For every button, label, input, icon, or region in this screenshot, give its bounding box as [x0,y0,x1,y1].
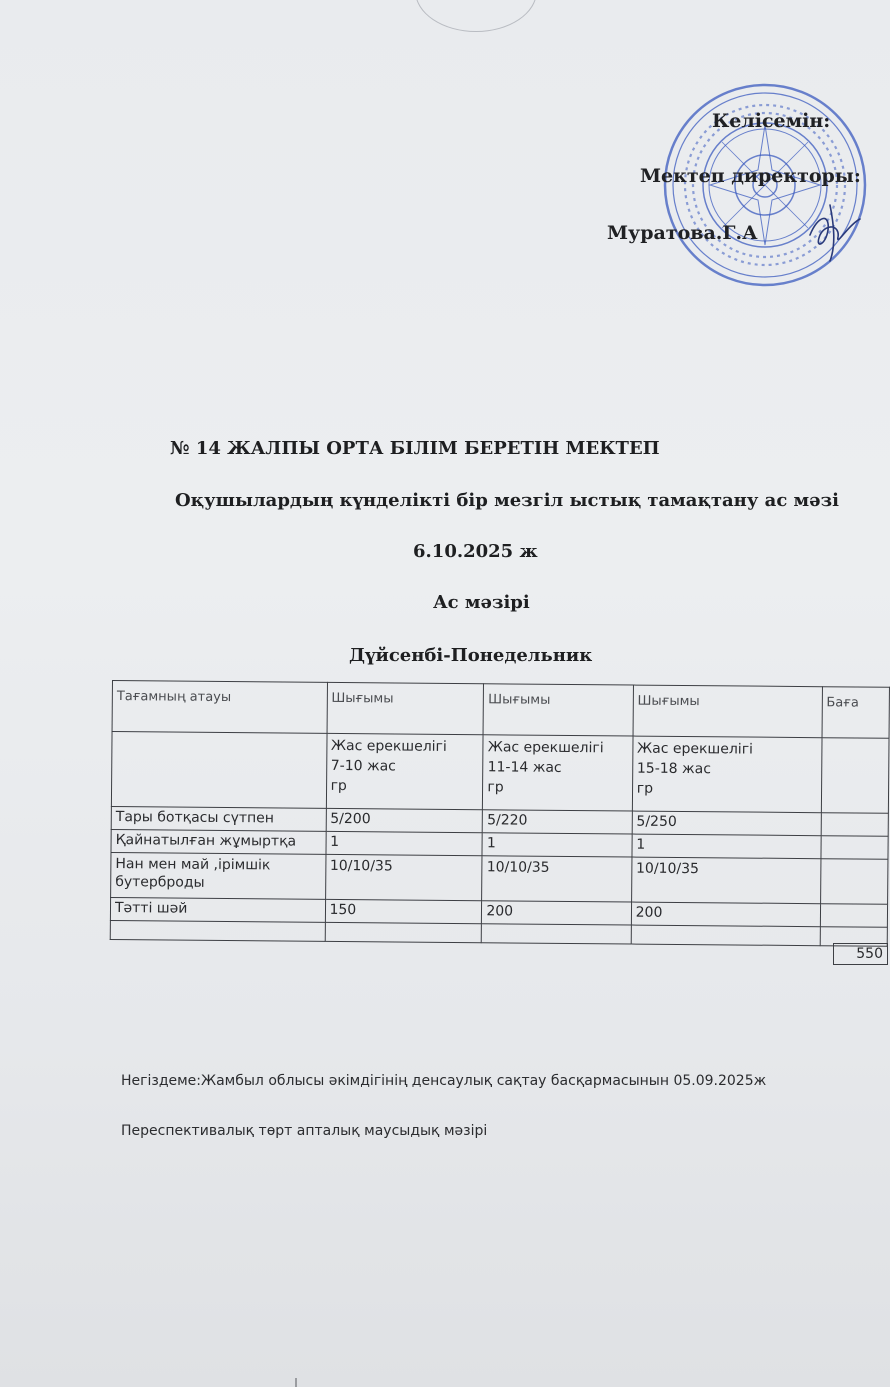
yield-value: 10/10/35 [631,857,820,904]
empty-cell [821,813,889,837]
menu-table [110,680,890,947]
table-row [111,852,888,904]
age-label: Жас ерекшелігі [637,740,754,758]
menu-date: 6.10.2025 ж [413,541,538,562]
basis-note: Негіздеме:Жамбыл облысы әкімдігінің денсаулық сақтау басқармасынын 05.09.2025ж [121,1073,767,1089]
age-group-cell [632,736,822,813]
age-unit: гр [487,779,504,796]
age-group-cell [483,735,633,811]
header-yield-3: Шығымы [633,685,822,738]
age-group-cell [326,733,483,809]
age-group-row [111,732,889,814]
age-unit: гр [330,777,347,795]
empty-cell [820,859,888,905]
age-range: 7-10 жас [330,757,396,775]
yield-value: 150 [325,899,482,923]
menu-title: Ас мәзірі [433,592,530,613]
menu-subtitle: Оқушылардың күнделікті бір мезгіл ыстық тамақтану ас мәзі [175,490,839,511]
day-title: Дүйсенбі-Понедельник [349,645,593,666]
yield-value: 1 [632,834,821,859]
signature [800,195,870,265]
dish-name: Тәтті шәй [110,897,325,922]
dish-name: Тары ботқасы сүтпен [111,806,326,831]
page-mark [295,1378,297,1387]
empty-cell [110,920,325,941]
empty-cell [821,738,889,814]
yield-value: 5/220 [483,810,633,834]
yield-value: 200 [631,902,820,927]
empty-cell [820,904,888,928]
age-label: Жас ерекшелігі [487,739,604,757]
yield-value: 200 [482,901,632,925]
dish-name: Нан мен май ,ірімшік бутерброды [111,852,326,899]
header-yield-2: Шығымы [483,684,633,736]
school-title: № 14 ЖАЛПЫ ОРТА БІЛІМ БЕРЕТІН МЕКТЕП [170,438,660,459]
yield-value: 5/200 [326,808,483,832]
yield-value: 1 [482,833,632,857]
yield-value: 10/10/35 [325,854,482,900]
age-range: 15-18 жас [636,760,712,778]
director-name: Муратова.Г.А [607,222,758,244]
age-unit: гр [636,780,654,797]
approval-label: Келісемін: [712,110,831,132]
director-title: Мектеп директоры: [640,165,861,187]
empty-cell [631,925,820,946]
perspective-note: Переспективалық төрт апталық маусыдық мәзірі [121,1123,488,1139]
dish-name: Қайнатылған жұмыртқа [111,829,326,854]
yield-value: 1 [326,831,483,855]
yield-value: 10/10/35 [482,856,632,902]
header-yield-1: Шығымы [327,682,484,734]
header-price: Баға [822,687,890,739]
yield-value: 5/250 [632,811,821,836]
total-price: 550 [833,943,888,965]
empty-cell [821,836,889,860]
header-dish-name: Тағамның атауы [112,681,327,734]
empty-cell [482,924,631,944]
table-header-row [112,681,889,739]
empty-cell [111,732,326,809]
age-label: Жас ерекшелігі [330,737,447,755]
empty-cell [325,922,482,942]
punch-hole [415,0,537,32]
age-range: 11-14 жас [487,759,562,776]
